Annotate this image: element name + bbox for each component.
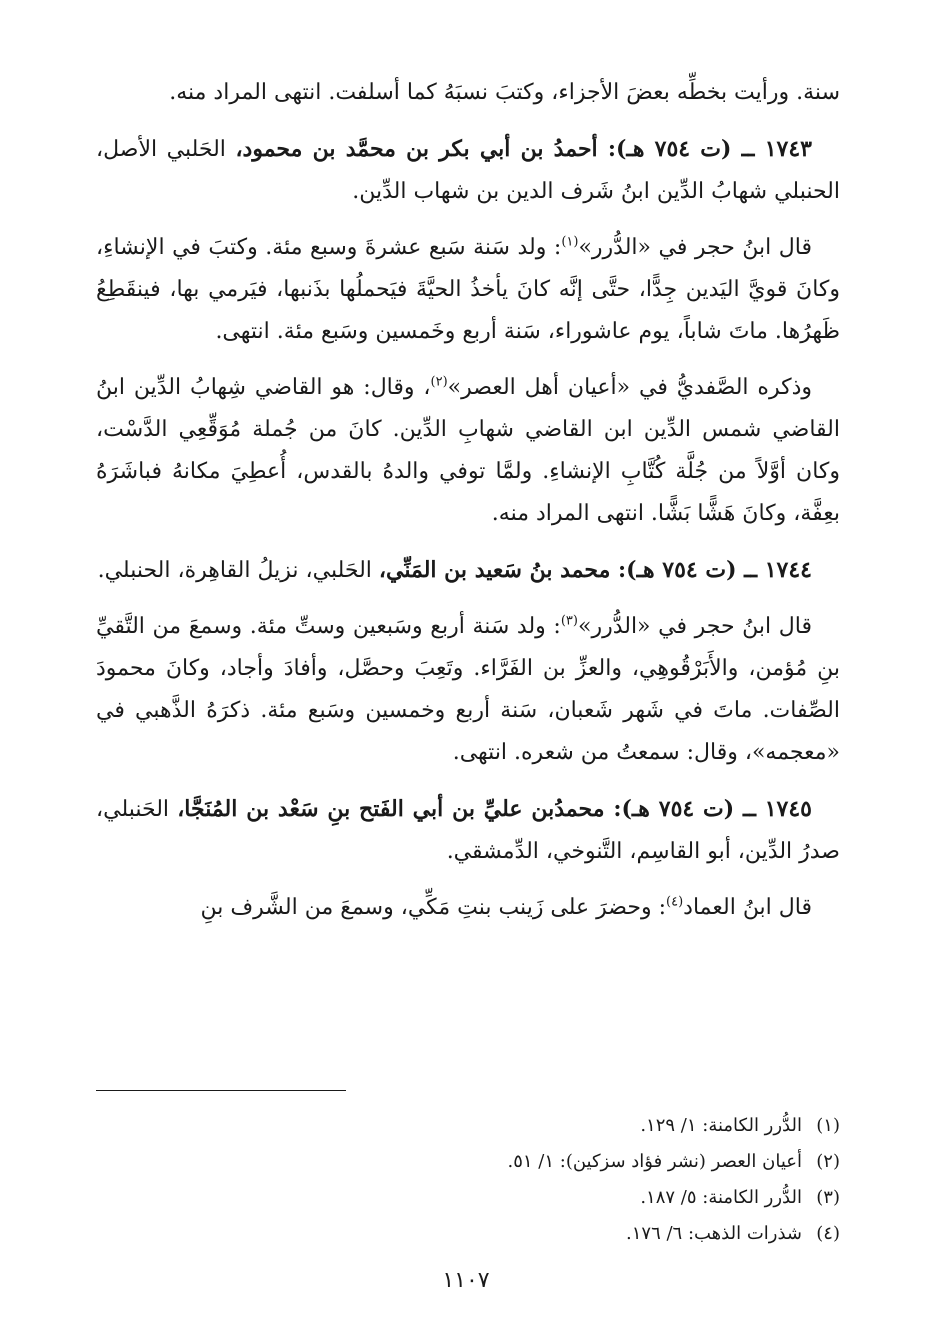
paragraph-text: سنة. ورأيت بخطِّه بعضَ الأجزاء، وكتبَ نسبَهُ كما أسلفت. انتهى المراد منه. bbox=[169, 80, 840, 105]
entry-text: الحَنبلي، صدرُ الدِّين، أبو القاسِم، التَّنوخي، الدِّمشقي. bbox=[96, 797, 840, 864]
footnote-text: أعيان العصر (نشر فؤاد سزكين): ١/ ٥١. bbox=[507, 1151, 802, 1172]
quote-safadi bbox=[96, 367, 840, 535]
footnote-text: شذرات الذهب: ٦/ ١٧٦. bbox=[626, 1223, 802, 1244]
quote-text: : ولد سَنة سَبع عشرةَ وسبع مئة. وكتبَ في الإنشاءِ، وكانَ قويَّ اليَدين جِدًّا، حتَّى إنَّه كانَ يأخذُ الحيَّةَ فيَحملُها بذَنبها، فيَرمي بها، فينقَطِعُ ظَهرُها. ماتَ شاباً، يوم عاشوراء، سَنة أربع وخَمسين وسَبع مئة. انتهى. bbox=[96, 235, 840, 344]
footnote-number: (٢) bbox=[816, 1151, 840, 1172]
footnote-text: الدُّرر الكامنة: ٥/ ١٨٧. bbox=[640, 1187, 802, 1208]
entry-1743 bbox=[96, 128, 840, 213]
entry-text: الحَلبي، نزيلُ القاهِرة، الحنبلي. bbox=[97, 558, 379, 583]
footnote-ref: (٢) bbox=[430, 374, 448, 390]
quote-text: : ولد سَنة أربع وسَبعين وستِّ مئة. وسمعَ من التَّقيِّ بنِ مُؤمن، والأَبَرْقُوهِي، والعزِّ بن الفَرَّاء. وتَعِبَ وحصَّل، وأفادَ وأجاد، وكانَ محمودَ الصِّفات. ماتَ في شَهر شَعبان، سَنة أربع وخمسين وسَبع مئة. ذكرَهُ الذَّهبي في «معجمه»، وقال: سمعتُ من شعره. انتهى. bbox=[96, 614, 840, 765]
footnote-text: الدُّرر الكامنة: ١/ ١٢٩. bbox=[640, 1115, 802, 1136]
footnote-ref: (٣) bbox=[560, 613, 578, 629]
footnote-ref: (٤) bbox=[666, 894, 684, 910]
quote-ibn-hajar-2 bbox=[96, 606, 840, 774]
entry-text: الحَلبي الأصل، الحنبلي شهابُ الدِّين ابنُ شَرف الدين بن شهاب الدِّين. bbox=[96, 137, 840, 204]
footnote-ref: (١) bbox=[561, 234, 579, 250]
footnote-number: (١) bbox=[816, 1115, 840, 1136]
footnote-item bbox=[96, 1180, 840, 1216]
quote-intro: قال ابنُ العماد bbox=[683, 895, 812, 920]
page-number: ١١٠٧ bbox=[442, 1268, 490, 1293]
footnote-item bbox=[96, 1144, 840, 1180]
footnote-item bbox=[96, 1108, 840, 1144]
quote-ibn-hajar-1 bbox=[96, 227, 840, 353]
footnote-item bbox=[96, 1216, 840, 1252]
paragraph-continuation bbox=[96, 72, 840, 114]
entry-heading: ١٧٤٤ ــ (ت ٧٥٤ هـ): محمد بنُ سَعيد بن المَنِّي، bbox=[378, 557, 812, 583]
footnotes bbox=[96, 1108, 840, 1252]
footnote-number: (٣) bbox=[816, 1187, 840, 1208]
entry-heading: ١٧٤٣ ــ (ت ٧٥٤ هـ): أحمدُ بن أبي بكر بن محمَّد بن محمود، bbox=[235, 136, 812, 162]
quote-intro: قال ابنُ حجر في «الدُّرر» bbox=[577, 614, 812, 639]
quote-text: ، وقال: هو القاضي شِهابُ الدِّين ابنُ القاضي شمس الدِّين ابن القاضي شهابِ الدِّين. كانَ من جُملة مُوَقِّعِي الدَّسْت، وكان أوَّلاً من جُلَّة كُتَّابِ الإنشاءِ. ولمَّا توفي والدهُ بالقدس، أُعطِيَ مكانهُ فباشَرَهُ بعِفَّة، وكانَ هَشًّا بَشًّا. انتهى المراد منه. bbox=[96, 375, 840, 526]
quote-ibn-al-imad bbox=[96, 887, 840, 929]
entry-1744 bbox=[96, 549, 840, 592]
entry-1745 bbox=[96, 788, 840, 873]
footnote-number: (٤) bbox=[816, 1223, 840, 1244]
footnote-divider bbox=[96, 1090, 346, 1091]
quote-intro: وذكره الصَّفديُّ في «أعيان أهل العصر» bbox=[447, 375, 812, 400]
entry-heading: ١٧٤٥ ــ (ت ٧٥٤ هـ): محمدُبن عليِّ بن أبي الفَتح بنِ سَعْد بن المُنَجَّا، bbox=[177, 796, 812, 822]
quote-intro: قال ابنُ حجر في «الدُّرر» bbox=[578, 235, 812, 260]
quote-text: : وحضرَ على زَينب بنتِ مَكِّي، وسمعَ من الشَّرف بنِ bbox=[200, 895, 667, 920]
